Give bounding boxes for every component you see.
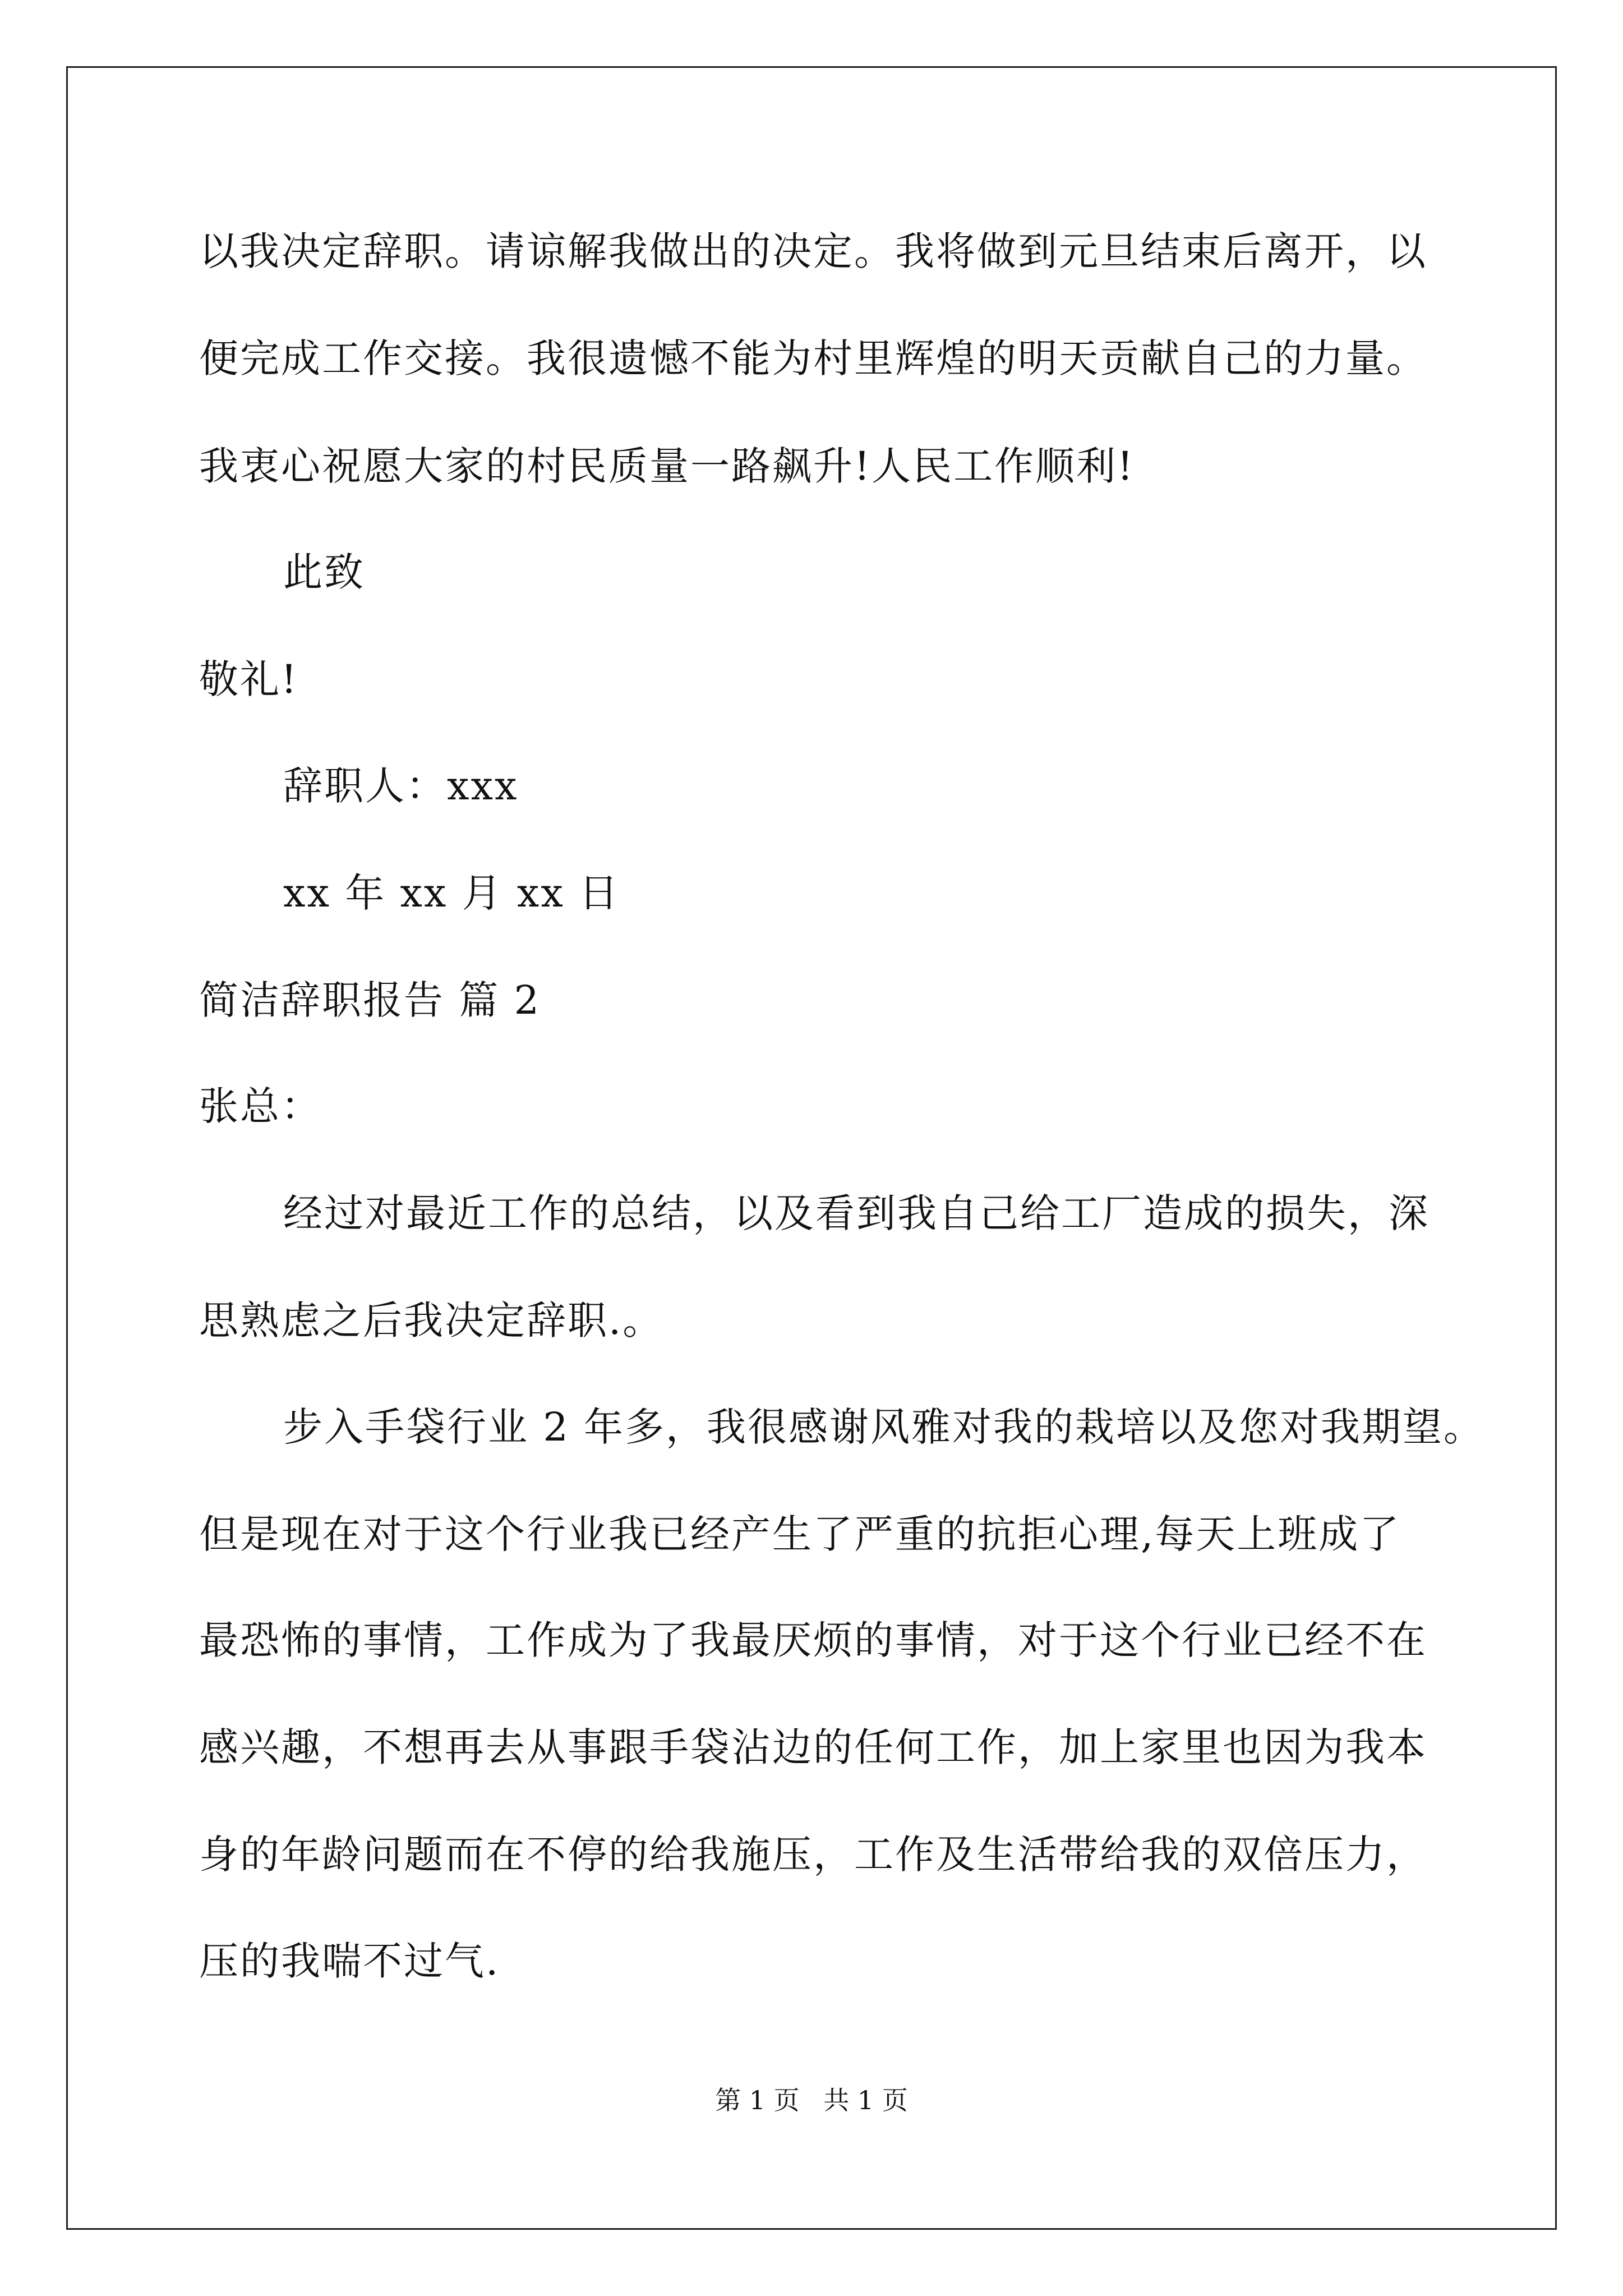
text-line-12: 步入手袋行业 2 年多，我很感谢风雅对我的栽培以及您对我期望。 — [283, 1404, 1485, 1450]
page-total: 共 1 页 — [823, 2085, 908, 2115]
closing-salutation: 此致 — [283, 549, 365, 595]
text-line-11: 思熟虑之后我决定辞职.。 — [199, 1297, 664, 1343]
section-heading: 简洁辞职报告 篇 2 — [199, 977, 541, 1023]
text-line-3: 我衷心祝愿大家的村民质量一路飙升!人民工作顺利! — [199, 443, 1135, 489]
page-border — [66, 66, 1557, 2230]
text-line-13: 但是现在对于这个行业我已经产生了严重的抗拒心理,每天上班成了 — [199, 1511, 1401, 1557]
closing-regards: 敬礼! — [199, 656, 299, 702]
date-line: xx 年 xx 月 xx 日 — [283, 870, 620, 916]
text-line-14: 最恐怖的事情，工作成为了我最厌烦的事情，对于这个行业已经不在 — [199, 1617, 1427, 1663]
text-line-16: 身的年龄问题而在不停的给我施压，工作及生活带给我的双倍压力， — [199, 1832, 1427, 1878]
signature-line: 辞职人：xxx — [283, 763, 519, 809]
letter-greeting: 张总： — [199, 1083, 322, 1129]
text-line-1: 以我决定辞职。请谅解我做出的决定。我将做到元旦结束后离开，以 — [199, 228, 1427, 274]
page-footer — [0, 2083, 1623, 2117]
text-line-10: 经过对最近工作的总结，以及看到我自己给工厂造成的损失，深 — [283, 1190, 1430, 1236]
text-line-15: 感兴趣，不想再去从事跟手袋沾边的任何工作，加上家里也因为我本 — [199, 1724, 1427, 1770]
page-number: 第 1 页 — [715, 2085, 800, 2115]
text-line-2: 便完成工作交接。我很遗憾不能为村里辉煌的明天贡献自己的力量。 — [199, 335, 1427, 381]
text-line-17: 压的我喘不过气. — [199, 1938, 500, 1984]
